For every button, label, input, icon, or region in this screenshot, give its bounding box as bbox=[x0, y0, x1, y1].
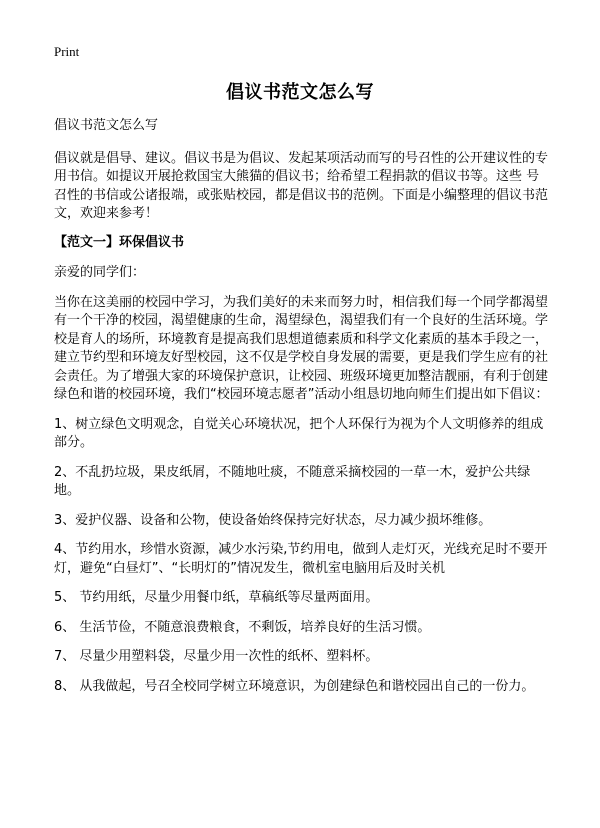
intro-paragraph: 倡议就是倡导、建议。倡议书是为倡议、发起某项活动而写的号召性的公开建议性的专用书信。如提议开展抢救国宝大熊猫的倡议书；给希望工程捐款的倡议书等。这些 号召性的书信或公诸报端，或张贴校园，都是倡议书的范例。下面是小编整理的倡议书范文，欢迎来参考！ bbox=[54, 150, 549, 221]
greeting: 亲爱的同学们： bbox=[54, 265, 146, 280]
list-item: 5、 节约用纸，尽量少用餐巾纸，草稿纸等尽量两面用。 bbox=[54, 590, 379, 605]
section-heading: 【范文一】环保倡议书 bbox=[54, 234, 185, 250]
list-item: 4、节约用水，珍惜水资源，减少水污染,节约用电，做到人走灯灭，光线充足时不要开灯，避免“白昼灯”、“长明灯的”情况发生，微机室电脑用后及时关机 bbox=[54, 542, 548, 576]
list-item: 2、不乱扔垃圾，果皮纸屑，不随地吐痰，不随意采摘校园的一草一木，爱护公共绿地。 bbox=[54, 464, 531, 498]
list-item: 1、树立绿色文明观念，自觉关心环境状况，把个人环保行为视为个人文明修养的组成部分。 bbox=[54, 416, 544, 450]
document-subtitle: 倡议书范文怎么写 bbox=[54, 118, 159, 133]
body-paragraph: 当你在这美丽的校园中学习，为我们美好的未来而努力时，相信我们每一个同学都渴望有一个干净的校园，渴望健康的生命，渴望绿色，渴望我们有一个良好的生活环境。学校是育人的场所，环境教育是提高我们思想道德素质和科学文化素质的基本手段之一，建立节约型和环境友好型校园，这不仅是学校自身发展的需要，更是我们学生应有的社会责任。为了增强大家的环境保护意识，让校园、班级环境更加整洁靓丽，有利于创建绿色和谐的校园环境，我们“校园环境志愿者”活动小组恳切地向师生们提出如下倡议： bbox=[54, 294, 549, 402]
list-item: 6、 生活节俭，不随意浪费粮食，不剩饭，培养良好的生活习惯。 bbox=[54, 619, 431, 635]
print-link[interactable]: Print bbox=[54, 44, 80, 59]
document-title: 倡议书范文怎么写 bbox=[226, 82, 374, 103]
list-item: 3、爱护仪器、设备和公物，使设备始终保持完好状态，尽力减少损坏维修。 bbox=[54, 512, 492, 528]
list-item: 8、 从我做起，号召全校同学树立环境意识，为创建绿色和谐校园出自己的一份力。 bbox=[54, 678, 535, 694]
document-body bbox=[54, 117, 550, 707]
list-item: 7、 尽量少用塑料袋，尽量少用一次性的纸杯、塑料杯。 bbox=[54, 649, 379, 664]
